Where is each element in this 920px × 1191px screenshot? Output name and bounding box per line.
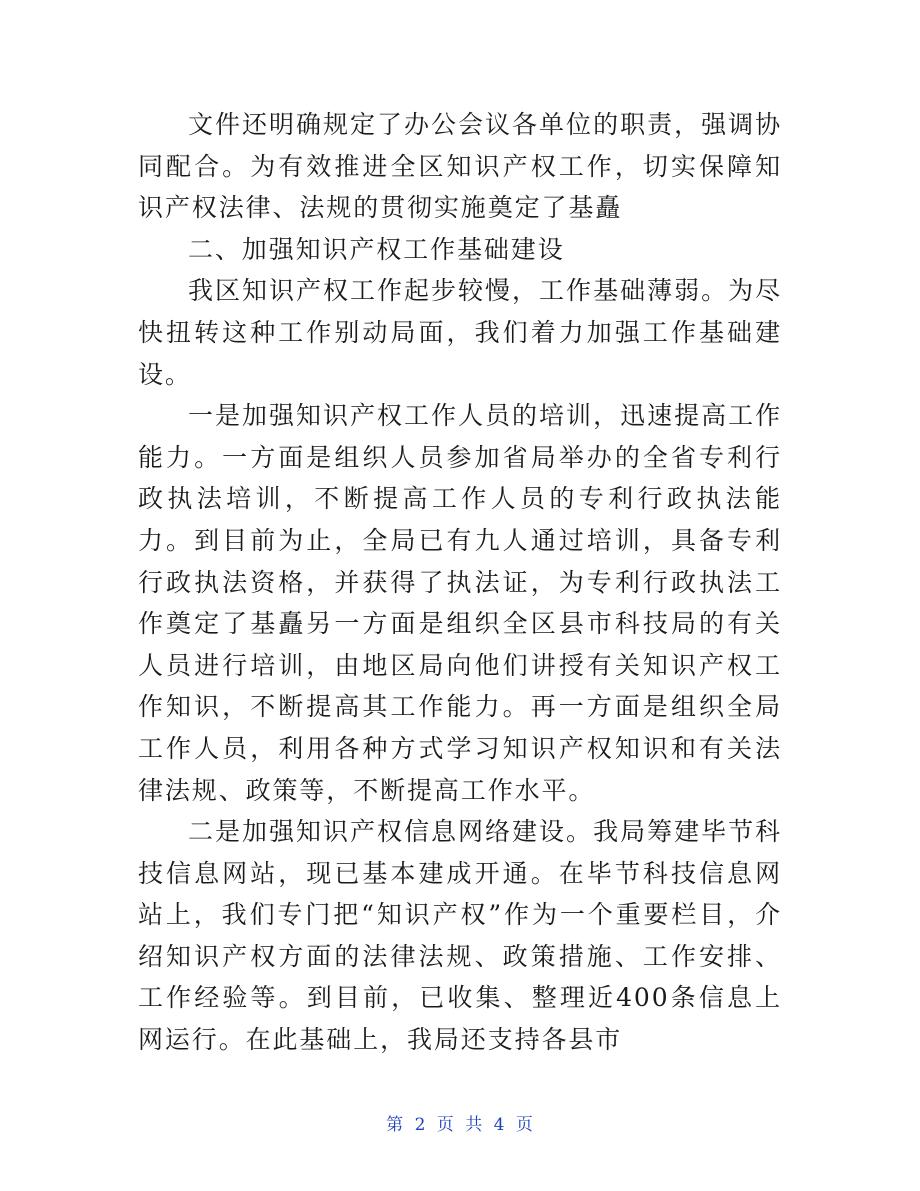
- footer-label-page-unit: 页: [436, 1115, 455, 1135]
- footer-current-page: 2: [414, 1115, 427, 1135]
- paragraph-1: 文件还明确规定了办公会议各单位的职责，强调协同配合。为有效推进全区知识产权工作，切实保障知识产权法律、法规的贯彻实施奠定了基矗: [138, 110, 782, 223]
- paragraph-2: 我区知识产权工作起步较慢，工作基础薄弱。为尽快扭转这种工作别动局面，我们着力加强工作基础建设。: [138, 276, 782, 389]
- footer-total-pages: 4: [493, 1115, 506, 1135]
- page-footer: [0, 1110, 920, 1135]
- document-body: [138, 104, 782, 1061]
- footer-label-total-unit: 页: [515, 1115, 534, 1135]
- paragraph-4: 二是加强知识产权信息网络建设。我局筹建毕节科技信息网站，现已基本建成开通。在毕节科技信息网站上，我们专门把“知识产权”作为一个重要栏目，介绍知识产权方面的法律法规、政策措施、工作安排、工作经验等。到目前，已收集、整理近400条信息上网运行。在此基础上，我局还支持各县市: [138, 817, 782, 1055]
- section-heading: 二、加强知识产权工作基础建设: [188, 234, 565, 264]
- footer-label-page: 第: [386, 1115, 405, 1135]
- paragraph-3: 一是加强知识产权工作人员的培训，迅速提高工作能力。一方面是组织人员参加省局举办的全省专利行政执法培训，不断提高工作人员的专利行政执法能力。到目前为止，全局已有九人通过培训，具备专利行政执法资格，并获得了执法证，为专利行政执法工作奠定了基矗另一方面是组织全区县市科技局的有关人员进行培训，由地区局向他们讲授有关知识产权工作知识，不断提高其工作能力。再一方面是组织全局工作人员，利用各种方式学习知识产权知识和有关法律法规、政策等，不断提高工作水平。: [138, 401, 782, 805]
- footer-label-total: 共: [465, 1115, 484, 1135]
